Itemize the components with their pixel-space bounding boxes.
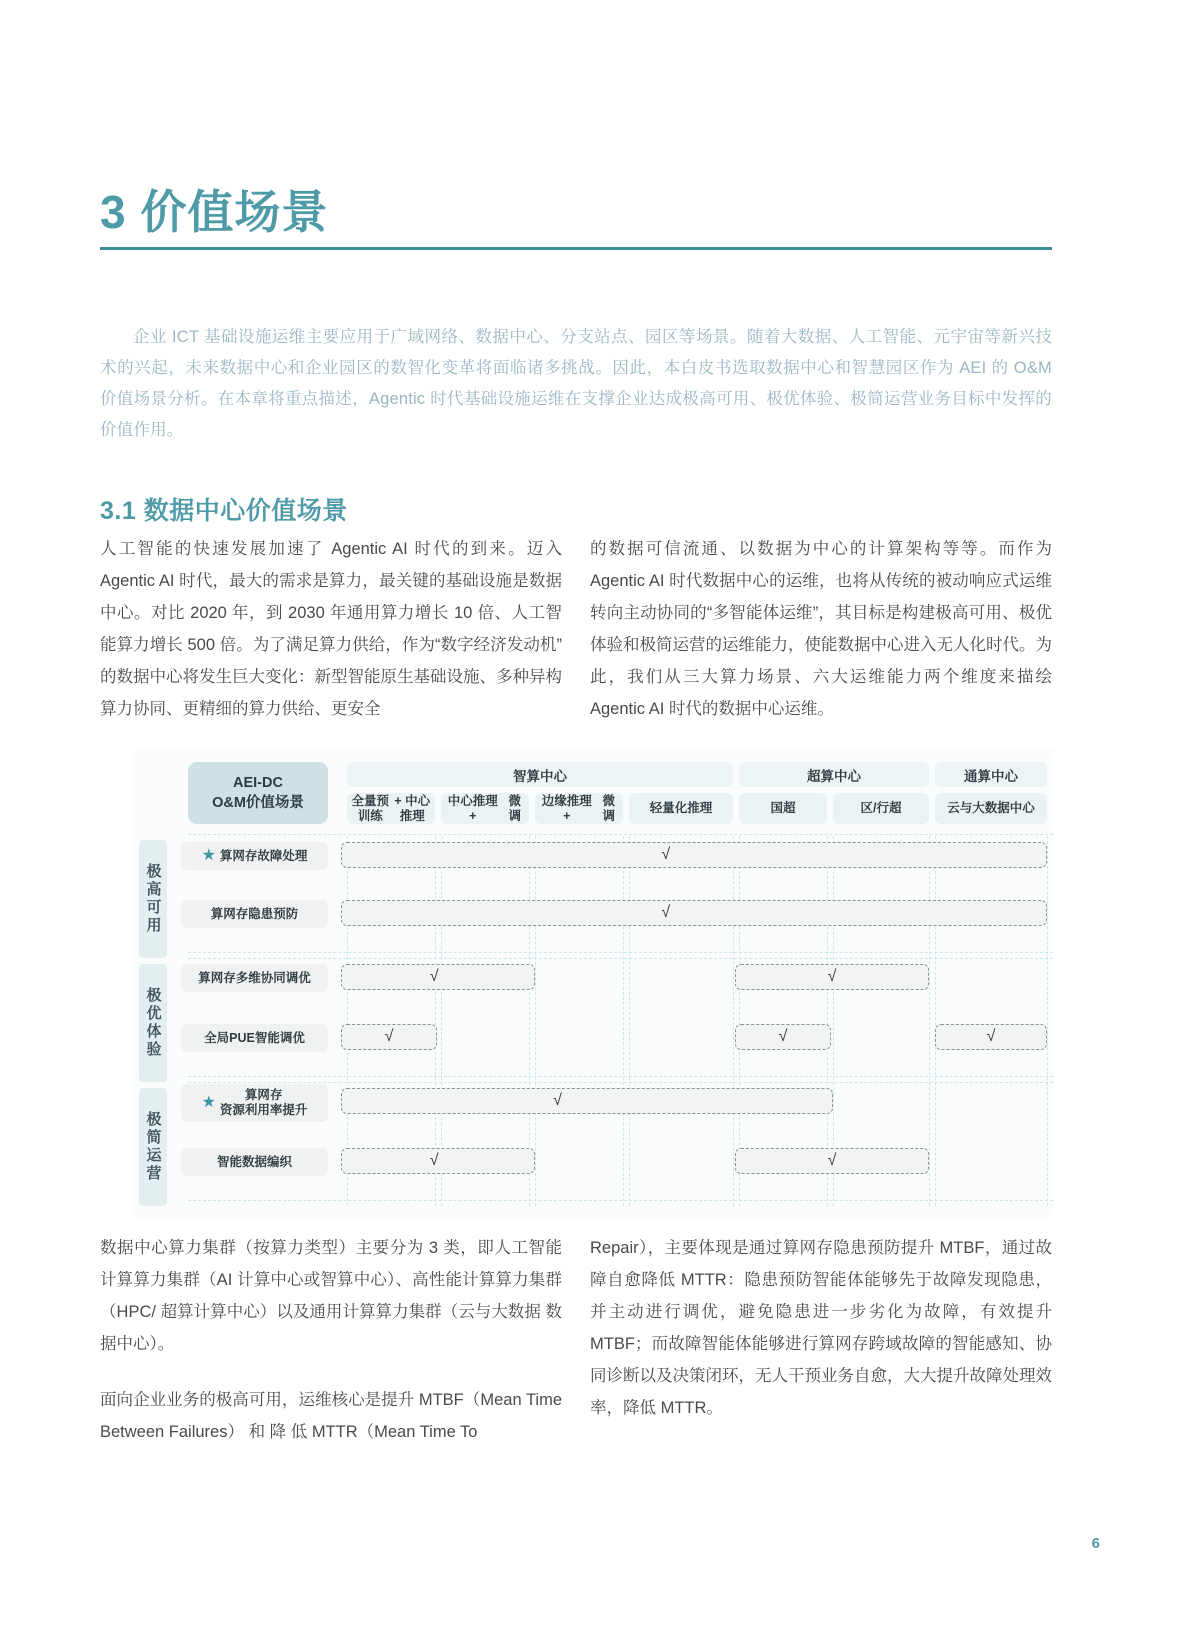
lower-left-paragraph-2: 面向企业业务的极高可用，运维核心是提升 MTBF（Mean Time Between Failures） 和 降 低 MTTR（Mean Time To (100, 1391, 562, 1441)
column-guide-line (535, 836, 536, 1206)
column-header (441, 793, 529, 824)
check-icon: √ (827, 1152, 837, 1169)
check-icon: √ (661, 846, 671, 863)
column-header (739, 793, 827, 824)
row-group-divider (188, 958, 1053, 959)
capability-box[interactable] (181, 1148, 328, 1176)
corner-title-line1: AEI-DC (233, 775, 283, 791)
capability-label: 算网存隐患预防 (210, 906, 299, 921)
column-header-line: 微调 (602, 793, 616, 823)
capability-box[interactable] (181, 1084, 328, 1122)
page-number: 6 (1091, 1535, 1100, 1552)
coverage-bar[interactable] (341, 1088, 833, 1114)
column-guide-line (1047, 836, 1048, 1206)
column-header (833, 793, 929, 824)
check-icon: √ (429, 1152, 439, 1169)
coverage-bar[interactable] (341, 900, 1047, 926)
capability-box[interactable] (181, 900, 328, 928)
row-group-divider (188, 952, 1053, 953)
chapter-intro-paragraph: 企业 ICT 基础设施运维主要应用于广域网络、数据中心、分支站点、园区等场景。随着大数据、人工智能、元宇宙等新兴技术的兴起，未来数据中心和企业园区的数智化变革将面临诸多挑战。因此，本白皮书选取数据中心和智慧园区作为 AEI 的 O&M 价值场景分析。在本章将重点描述，Agentic 时代基础设施运维在支撑企业达成极高可用、极优体验、极简运营业务目标中发挥的价值作用。 (100, 327, 1052, 439)
check-icon: √ (986, 1028, 996, 1045)
column-guide-line (929, 836, 930, 1206)
row-group-label: 极高可用 (139, 840, 167, 958)
upper-body-columns (100, 533, 1052, 725)
row-group-label: 极优体验 (139, 964, 167, 1082)
column-guide-line (629, 836, 630, 1206)
lower-left-paragraph-1: 数据中心算力集群（按算力类型）主要分为 3 类，即人工智能计算算力集群（AI 计算中心或智算中心）、高性能计算算力集群（HPC/ 超算计算中心）以及通用计算算力集群（云与大数据 数据中心）。 (100, 1239, 562, 1353)
capability-label: 算网存多维协同调优 (198, 970, 311, 985)
title-divider (100, 247, 1052, 250)
column-header-line: 全量预训练 (351, 793, 390, 823)
column-header (935, 793, 1047, 824)
row-group-divider (188, 1076, 1053, 1077)
lower-right-paragraph-1: Repair），主要体现是通过算网存隐患预防提升 MTBF，通过故障自愈降低 MTTR：隐患预防智能体能够先于故障发现隐患，并主动进行调优，避免隐患进一步劣化为故障，有效提升 MTBF；而故障智能体能够进行算网存跨域故障的智能感知、协同诊断以及决策闭环，无人干预业务自愈，大大提升故障处理效率，降低 MTTR。 (590, 1239, 1052, 1417)
column-guide-line (733, 836, 734, 1206)
capability-box[interactable] (181, 964, 328, 992)
column-header-line: 微调 (508, 793, 522, 823)
diagram-canvas (133, 748, 1053, 1218)
row-group-label: 极简运营 (139, 1088, 167, 1206)
column-header-line: 国超 (770, 801, 796, 815)
column-guide-line (623, 836, 624, 1206)
section-heading: 3.1 数据中心价值场景 (100, 496, 348, 525)
check-icon: √ (661, 904, 671, 921)
row-group-divider (188, 834, 1053, 835)
column-header-line: + 中心推理 (394, 793, 431, 823)
column-header-line: 云与大数 (947, 801, 998, 815)
column-header-line: 区/行超 (860, 801, 902, 815)
upper-left-column: 人工智能的快速发展加速了 Agentic AI 时代的到来。迈入 Agentic AI 时代，最大的需求是算力，最关键的基础设施是数据中心。对比 2020 年，到 2030 年通用算力增长 10 倍、人工智能算力增长 500 倍。为了满足算力供给，作为“数字经济发动机”的数据中心将发生巨大变化：新型智能原生基础设施、多种异构算力协同、更精细的算力供给、更安全 (100, 540, 562, 718)
check-icon: √ (384, 1028, 394, 1045)
capability-label: 全局PUE智能调优 (204, 1030, 305, 1045)
column-group-header: 超算中心 (739, 762, 929, 787)
lower-body-columns (100, 1232, 1052, 1472)
page-title: 3 价值场景 (100, 185, 329, 238)
column-guide-line (935, 836, 936, 1206)
star-icon: ★ (201, 1094, 216, 1111)
capability-box[interactable] (181, 1024, 328, 1052)
check-icon: √ (553, 1092, 562, 1109)
column-group-header: 智算中心 (347, 762, 733, 787)
column-header-line: 轻量化推理 (649, 801, 713, 815)
value-scenario-matrix-diagram (133, 748, 1053, 1218)
check-icon: √ (778, 1028, 788, 1045)
column-header (347, 793, 435, 824)
capability-box[interactable] (181, 842, 328, 870)
row-group-divider (188, 1200, 1053, 1201)
column-header (629, 793, 733, 824)
capability-label: 算网存故障处理 (219, 848, 308, 863)
capability-label: 算网存 资源利用率提升 (219, 1088, 308, 1117)
coverage-bar[interactable] (341, 842, 1047, 868)
column-header-line: 中心推理 + (447, 793, 498, 823)
upper-right-column: 的数据可信流通、以数据为中心的计算架构等等。而作为 Agentic AI 时代数据中心的运维，也将从传统的被动响应式运维转向主动协同的“多智能体运维”，其目标是构建极高可用、极优体验和极简运营的运维能力，使能数据中心进入无人化时代。为此，我们从三大算力场景、六大运维能力两个维度来描绘 Agentic AI 时代的数据中心运维。 (590, 540, 1052, 718)
column-header-line: 边缘推理 + (541, 793, 592, 823)
diagram-corner-title (188, 762, 328, 824)
check-icon: √ (827, 968, 837, 985)
lower-right-column (590, 1232, 1052, 1472)
column-group-header: 通算中心 (935, 762, 1047, 787)
lower-left-column (100, 1232, 562, 1472)
corner-title-line2: O&M价值场景 (212, 795, 304, 811)
row-group-divider (188, 1082, 1053, 1083)
column-header (535, 793, 623, 824)
check-icon: √ (429, 968, 439, 985)
column-header-line: 据中心 (997, 801, 1035, 815)
capability-label: 智能数据编织 (216, 1154, 292, 1169)
star-icon: ★ (201, 847, 216, 864)
